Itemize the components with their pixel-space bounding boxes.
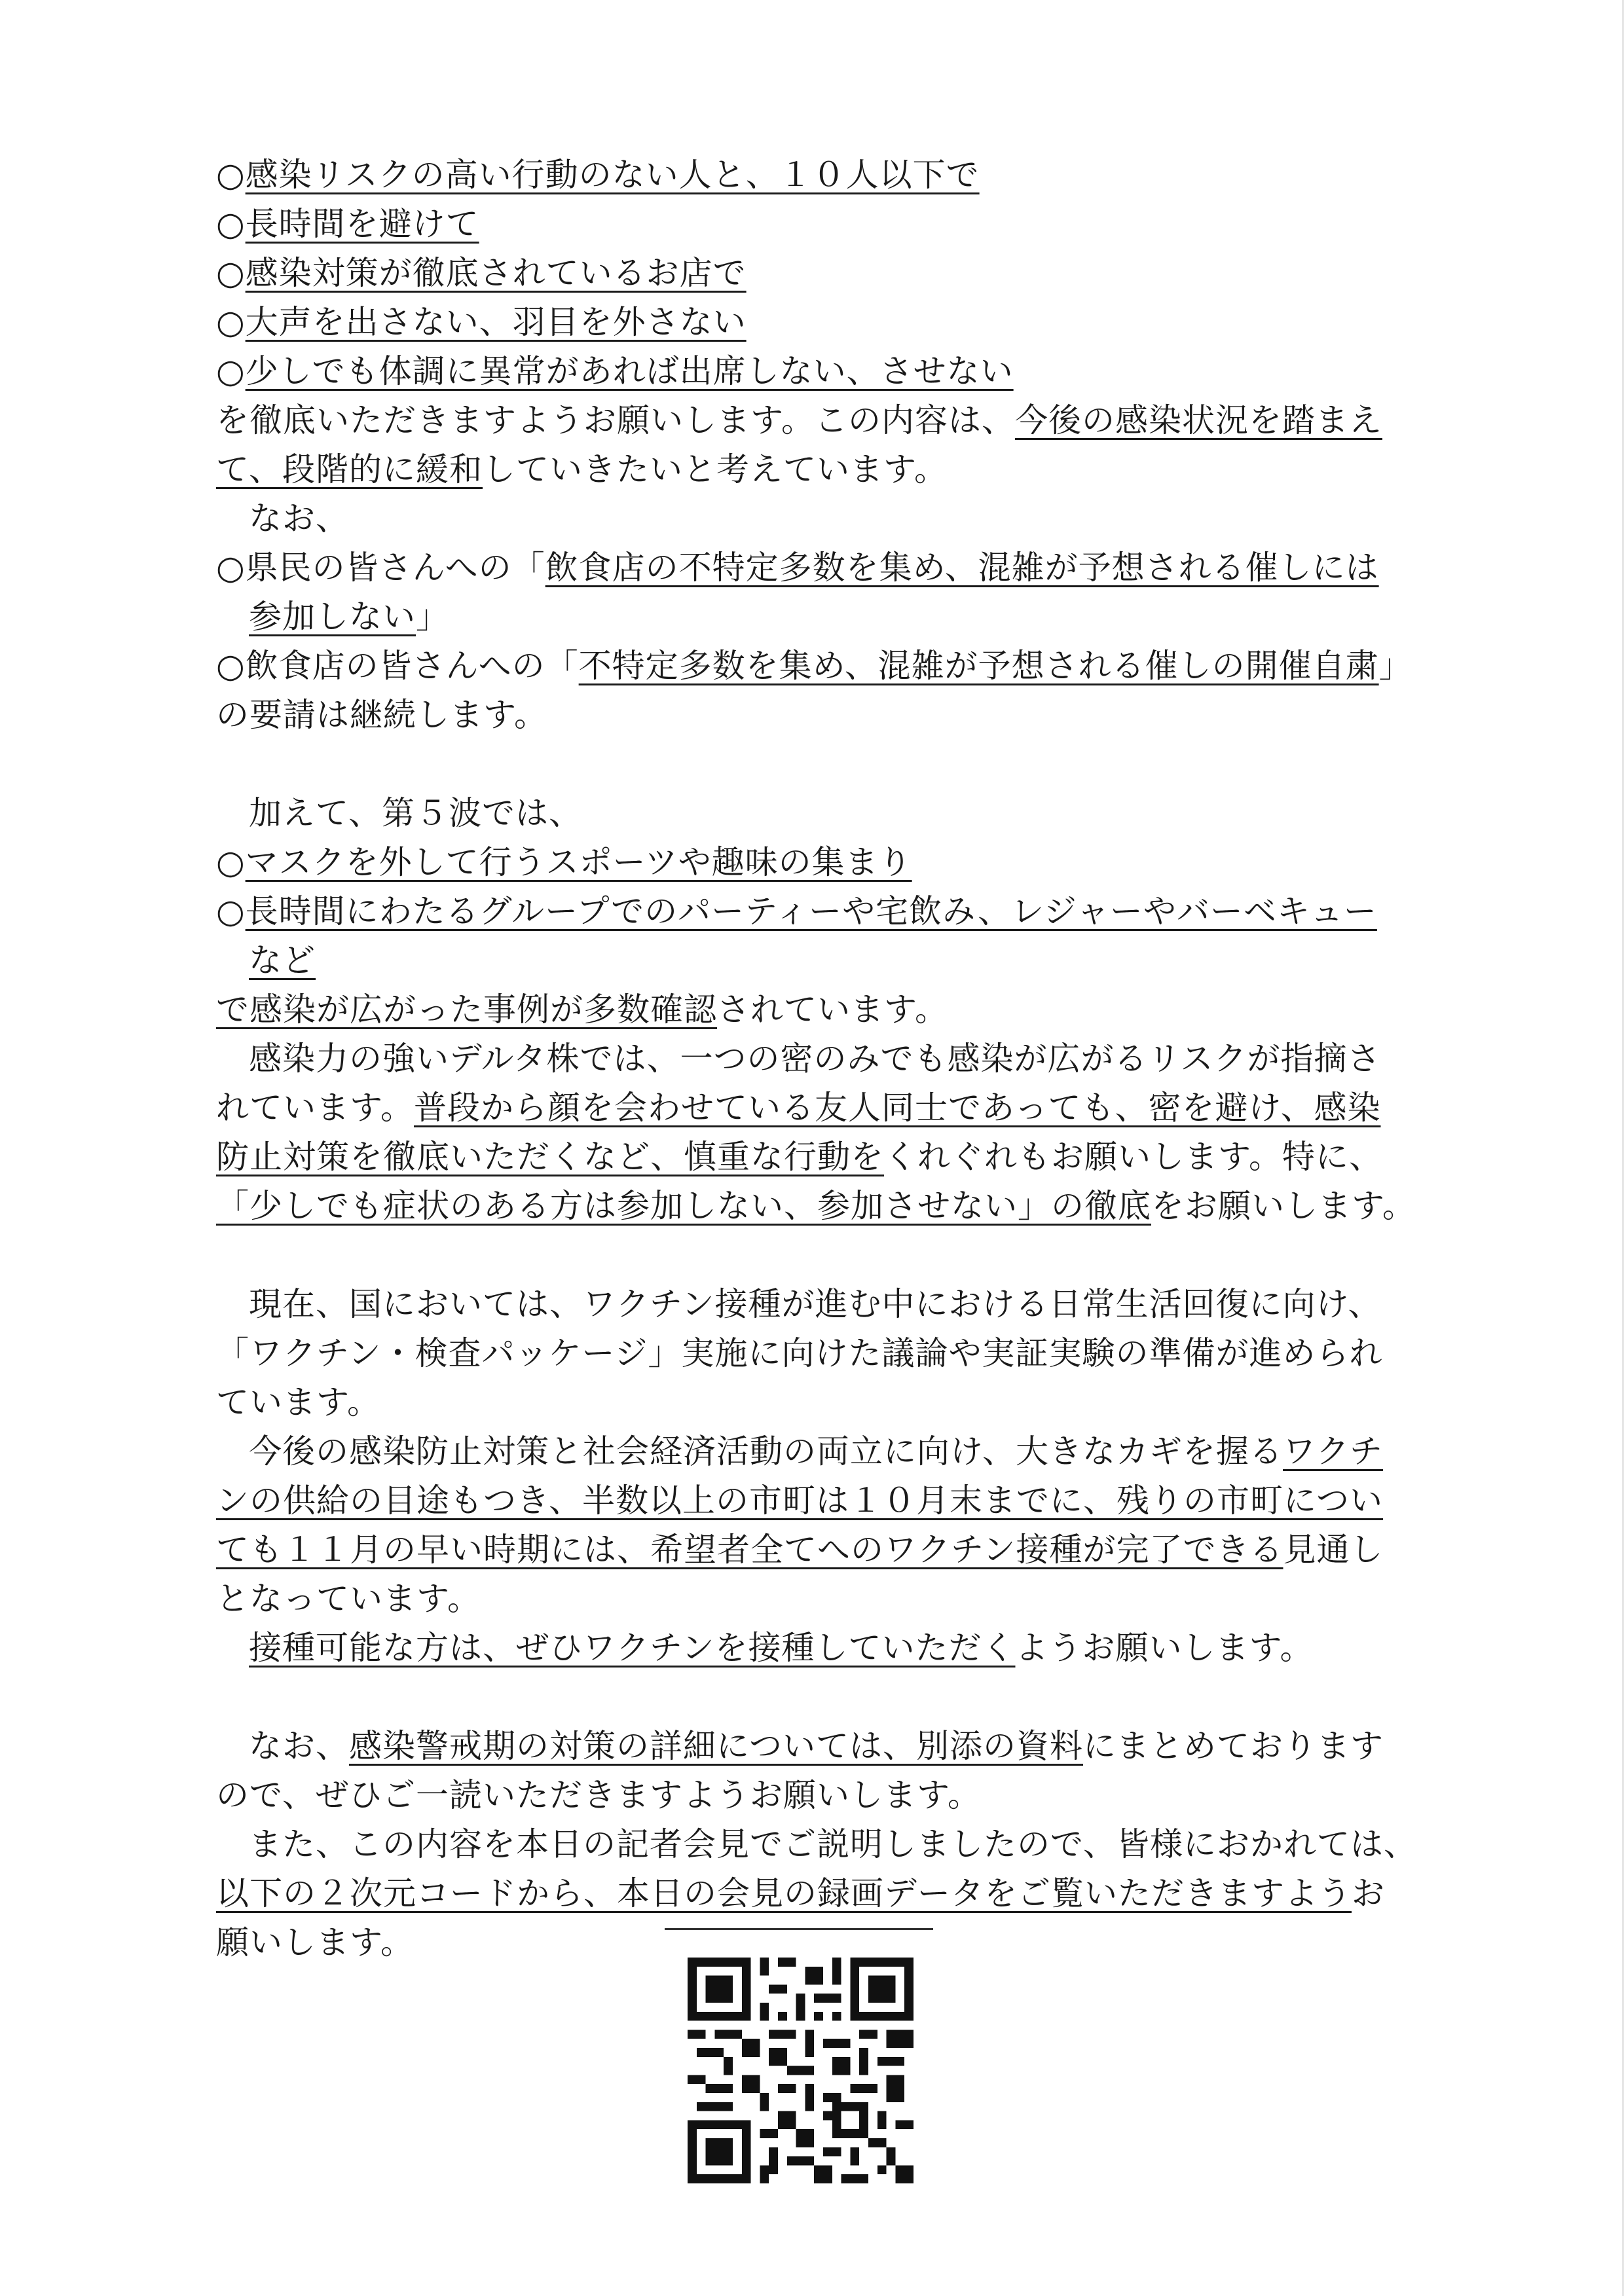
bullet-line [216, 200, 1408, 249]
underlined-text: 感染警戒期の対策の詳細については、別添の資料 [349, 1727, 1083, 1765]
text-span: くれぐれもお願いします。特に、 [884, 1138, 1382, 1176]
text-span: 現在、国においては、ワクチン接種が進む中における日常生活回復に向け、 [249, 1285, 1382, 1323]
underlined-text: ンの供給の目途もつき、半数以上の市町は１０月末までに、残りの市町につい [216, 1482, 1383, 1520]
text-line [216, 1182, 1416, 1231]
bullet-continuation [216, 936, 1408, 985]
text-line [216, 1869, 1408, 1918]
underlined-text: 不特定多数を集め、混雑が予想される催しの開催自粛 [578, 647, 1379, 685]
text-span: 願いします。 [216, 1923, 414, 1961]
underlined-text: ても１１月の早い時期には、希望者全てへのワクチン接種が完了できる [216, 1531, 1283, 1569]
text-span: お [1352, 1874, 1385, 1912]
bullet-mark: ○ [216, 843, 246, 881]
text-line [216, 1280, 1408, 1329]
bullet-line [216, 887, 1408, 936]
bullet-mark: ○ [216, 303, 246, 341]
text-span: 」 [1378, 647, 1412, 685]
underlined-text: 飲食店の不特定多数を集め、混雑が予想される催しには [545, 549, 1379, 587]
bullet-text: 感染対策が徹底されているお店で [245, 254, 747, 292]
text-span: を徹底いただきますようお願いします。この内容は、 [216, 401, 1015, 439]
underlined-text: で感染が広がった事例が多数確認 [216, 991, 717, 1029]
bullet-mark: ○ [216, 156, 246, 194]
text-span: の要請は継続します。 [216, 696, 547, 734]
underlined-text: 防止対策を徹底いただくなど、慎重な行動を [216, 1138, 884, 1176]
bullet-text: 大声を出さない、羽目を外さない [245, 303, 747, 341]
text-span: にまとめております [1083, 1727, 1384, 1765]
text-span: ○飲食店の皆さんへの「 [216, 647, 579, 685]
bullet-mark: ○ [216, 892, 246, 930]
underlined-text: ワクチ [1283, 1432, 1383, 1470]
text-span: また、この内容を本日の記者会見でご説明しましたので、皆様におかれては、 [249, 1825, 1417, 1863]
bullet-text: 長時間を避けて [245, 205, 479, 243]
text-span: をお願いします。 [1151, 1187, 1416, 1225]
bullet-mark: ○ [216, 205, 246, 243]
text-span: となっています。 [216, 1580, 481, 1618]
text-line [216, 1525, 1408, 1575]
text-span: 感染力の強いデルタ株では、一つの密のみでも感染が広がるリスクが指摘さ [249, 1040, 1381, 1078]
text-line [216, 396, 1408, 445]
bullet-text: マスクを外して行うスポーツや趣味の集まり [245, 843, 912, 881]
text-span: ので、ぜひご一読いただきますようお願いします。 [216, 1776, 981, 1814]
underlined-text: 参加しない [249, 598, 416, 636]
text-line [216, 1722, 1408, 1771]
text-line [216, 1771, 1408, 1820]
text-span: 見通し [1283, 1531, 1384, 1569]
text-line [216, 1427, 1408, 1476]
bullet-text: 長時間にわたるグループでのパーティーや宅飲み、レジャーやバーベキュー [245, 892, 1377, 930]
qr-finder-top-right [850, 1958, 913, 2021]
text-line [216, 1820, 1417, 1869]
text-span: 」 [416, 598, 449, 636]
qr-separator-rule [665, 1928, 933, 1930]
text-line [216, 691, 1408, 740]
text-line [216, 494, 1408, 543]
text-span: なお、 [249, 500, 349, 538]
text-line [216, 1476, 1408, 1525]
underlined-text: 接種可能な方は、ぜひワクチンを接種していただく [249, 1629, 1016, 1667]
request-line [216, 642, 1412, 691]
text-line [216, 1378, 1408, 1427]
bullet-line [216, 347, 1408, 396]
underlined-text: 普段から顔を会わせている友人同士であっても、密を避け、感染 [414, 1089, 1381, 1127]
qr-finder-bottom-left [688, 2120, 751, 2183]
text-span: 加えて、第５波では、 [249, 794, 582, 832]
text-span: なお、 [249, 1727, 349, 1765]
text-span: 今後の感染防止対策と社会経済活動の両立に向け、大きなカギを握る [249, 1432, 1283, 1470]
text-line [216, 445, 1408, 494]
request-line [216, 592, 1408, 642]
text-line [216, 985, 1408, 1034]
text-line [216, 1329, 1408, 1378]
text-span: ○県民の皆さんへの「 [216, 549, 545, 587]
bullet-text: 感染リスクの高い行動のない人と、１０人以下で [245, 156, 980, 194]
text-span: ています。 [216, 1383, 380, 1421]
text-span: ようお願いします。 [1015, 1629, 1314, 1667]
underlined-text: 以下の２次元コードから、本日の会見の録画データをご覧いただきますよう [216, 1874, 1352, 1912]
bullet-line [216, 249, 1408, 298]
bullet-line [216, 151, 1408, 200]
document-body [216, 151, 1417, 1967]
text-line [216, 1084, 1408, 1133]
bullet-line [216, 298, 1408, 347]
qr-code[interactable] [688, 1958, 913, 2183]
text-span: れています。 [216, 1089, 414, 1127]
underlined-text: て、段階的に緩和 [216, 450, 483, 488]
bullet-line [216, 838, 1408, 887]
qr-finder-top-left [688, 1958, 751, 2021]
text-line [216, 1034, 1408, 1084]
text-line [216, 1133, 1408, 1182]
bullet-mark: ○ [216, 254, 246, 292]
bullet-text: 少しでも体調に異常があれば出席しない、させない [245, 352, 1014, 390]
text-span: 「ワクチン・検査パッケージ」実施に向けた議論や実証実験の準備が進められ [216, 1334, 1383, 1372]
bullet-mark: ○ [216, 352, 246, 390]
underlined-text: 「少しでも症状のある方は参加しない、参加させない」の徹底 [216, 1187, 1151, 1225]
text-line [216, 1575, 1408, 1624]
text-span: されています。 [717, 991, 948, 1029]
request-line [216, 543, 1408, 592]
underlined-text: など [249, 941, 316, 979]
text-line [216, 1624, 1408, 1673]
text-line [216, 789, 1408, 838]
underlined-text: 今後の感染状況を踏まえ [1015, 401, 1382, 439]
text-span: していきたいと考えています。 [483, 450, 948, 488]
